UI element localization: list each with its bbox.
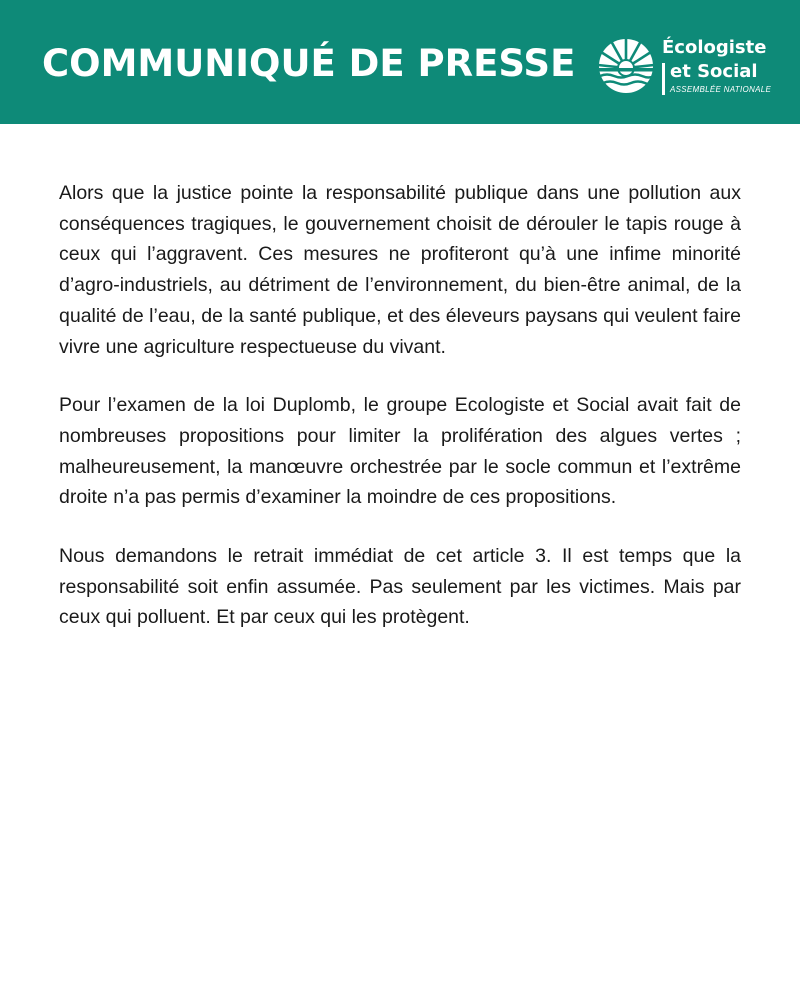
logo-subtitle: ASSEMBLÉE NATIONALE: [670, 85, 772, 94]
header-banner: [0, 0, 800, 124]
logo-name-line1: Écologiste: [662, 37, 767, 58]
page-title: COMMUNIQUÉ DE PRESSE: [42, 42, 576, 85]
logo-name-line2: et Social: [670, 61, 758, 82]
paragraph: Pour l’examen de la loi Duplomb, le groupe Ecologiste et Social avait fait de nombreuses propositions pour limiter la prolifération des algues vertes ; malheureusement, la manœuvre orchestrée par le socle commun et l’extrême droite n’a pas permis d’examiner la moindre de ces propositions.: [59, 394, 741, 509]
logo-divider: [662, 63, 665, 95]
paragraph: Alors que la justice pointe la responsabilité publique dans une pollution aux conséquences tragiques, le gouvernement choisit de dérouler le tapis rouge à ceux qui l’aggravent. Ces mesures ne profiteront qu’à une infime minorité d’agro-industriels, au détriment de l’environnement, du bien-être animal, de la qualité de l’eau, de la santé publique, et des éleveurs paysans qui veulent faire vivre une agriculture respectueuse du vivant.: [59, 182, 741, 358]
group-logo: [598, 36, 788, 102]
press-release-body: [59, 178, 741, 661]
sunrise-logo-icon: [598, 38, 654, 94]
paragraph: Nous demandons le retrait immédiat de cet article 3. Il est temps que la responsabilité soit enfin assumée. Pas seulement par les victimes. Mais par ceux qui polluent. Et par ceux qui les protègent.: [59, 545, 741, 629]
